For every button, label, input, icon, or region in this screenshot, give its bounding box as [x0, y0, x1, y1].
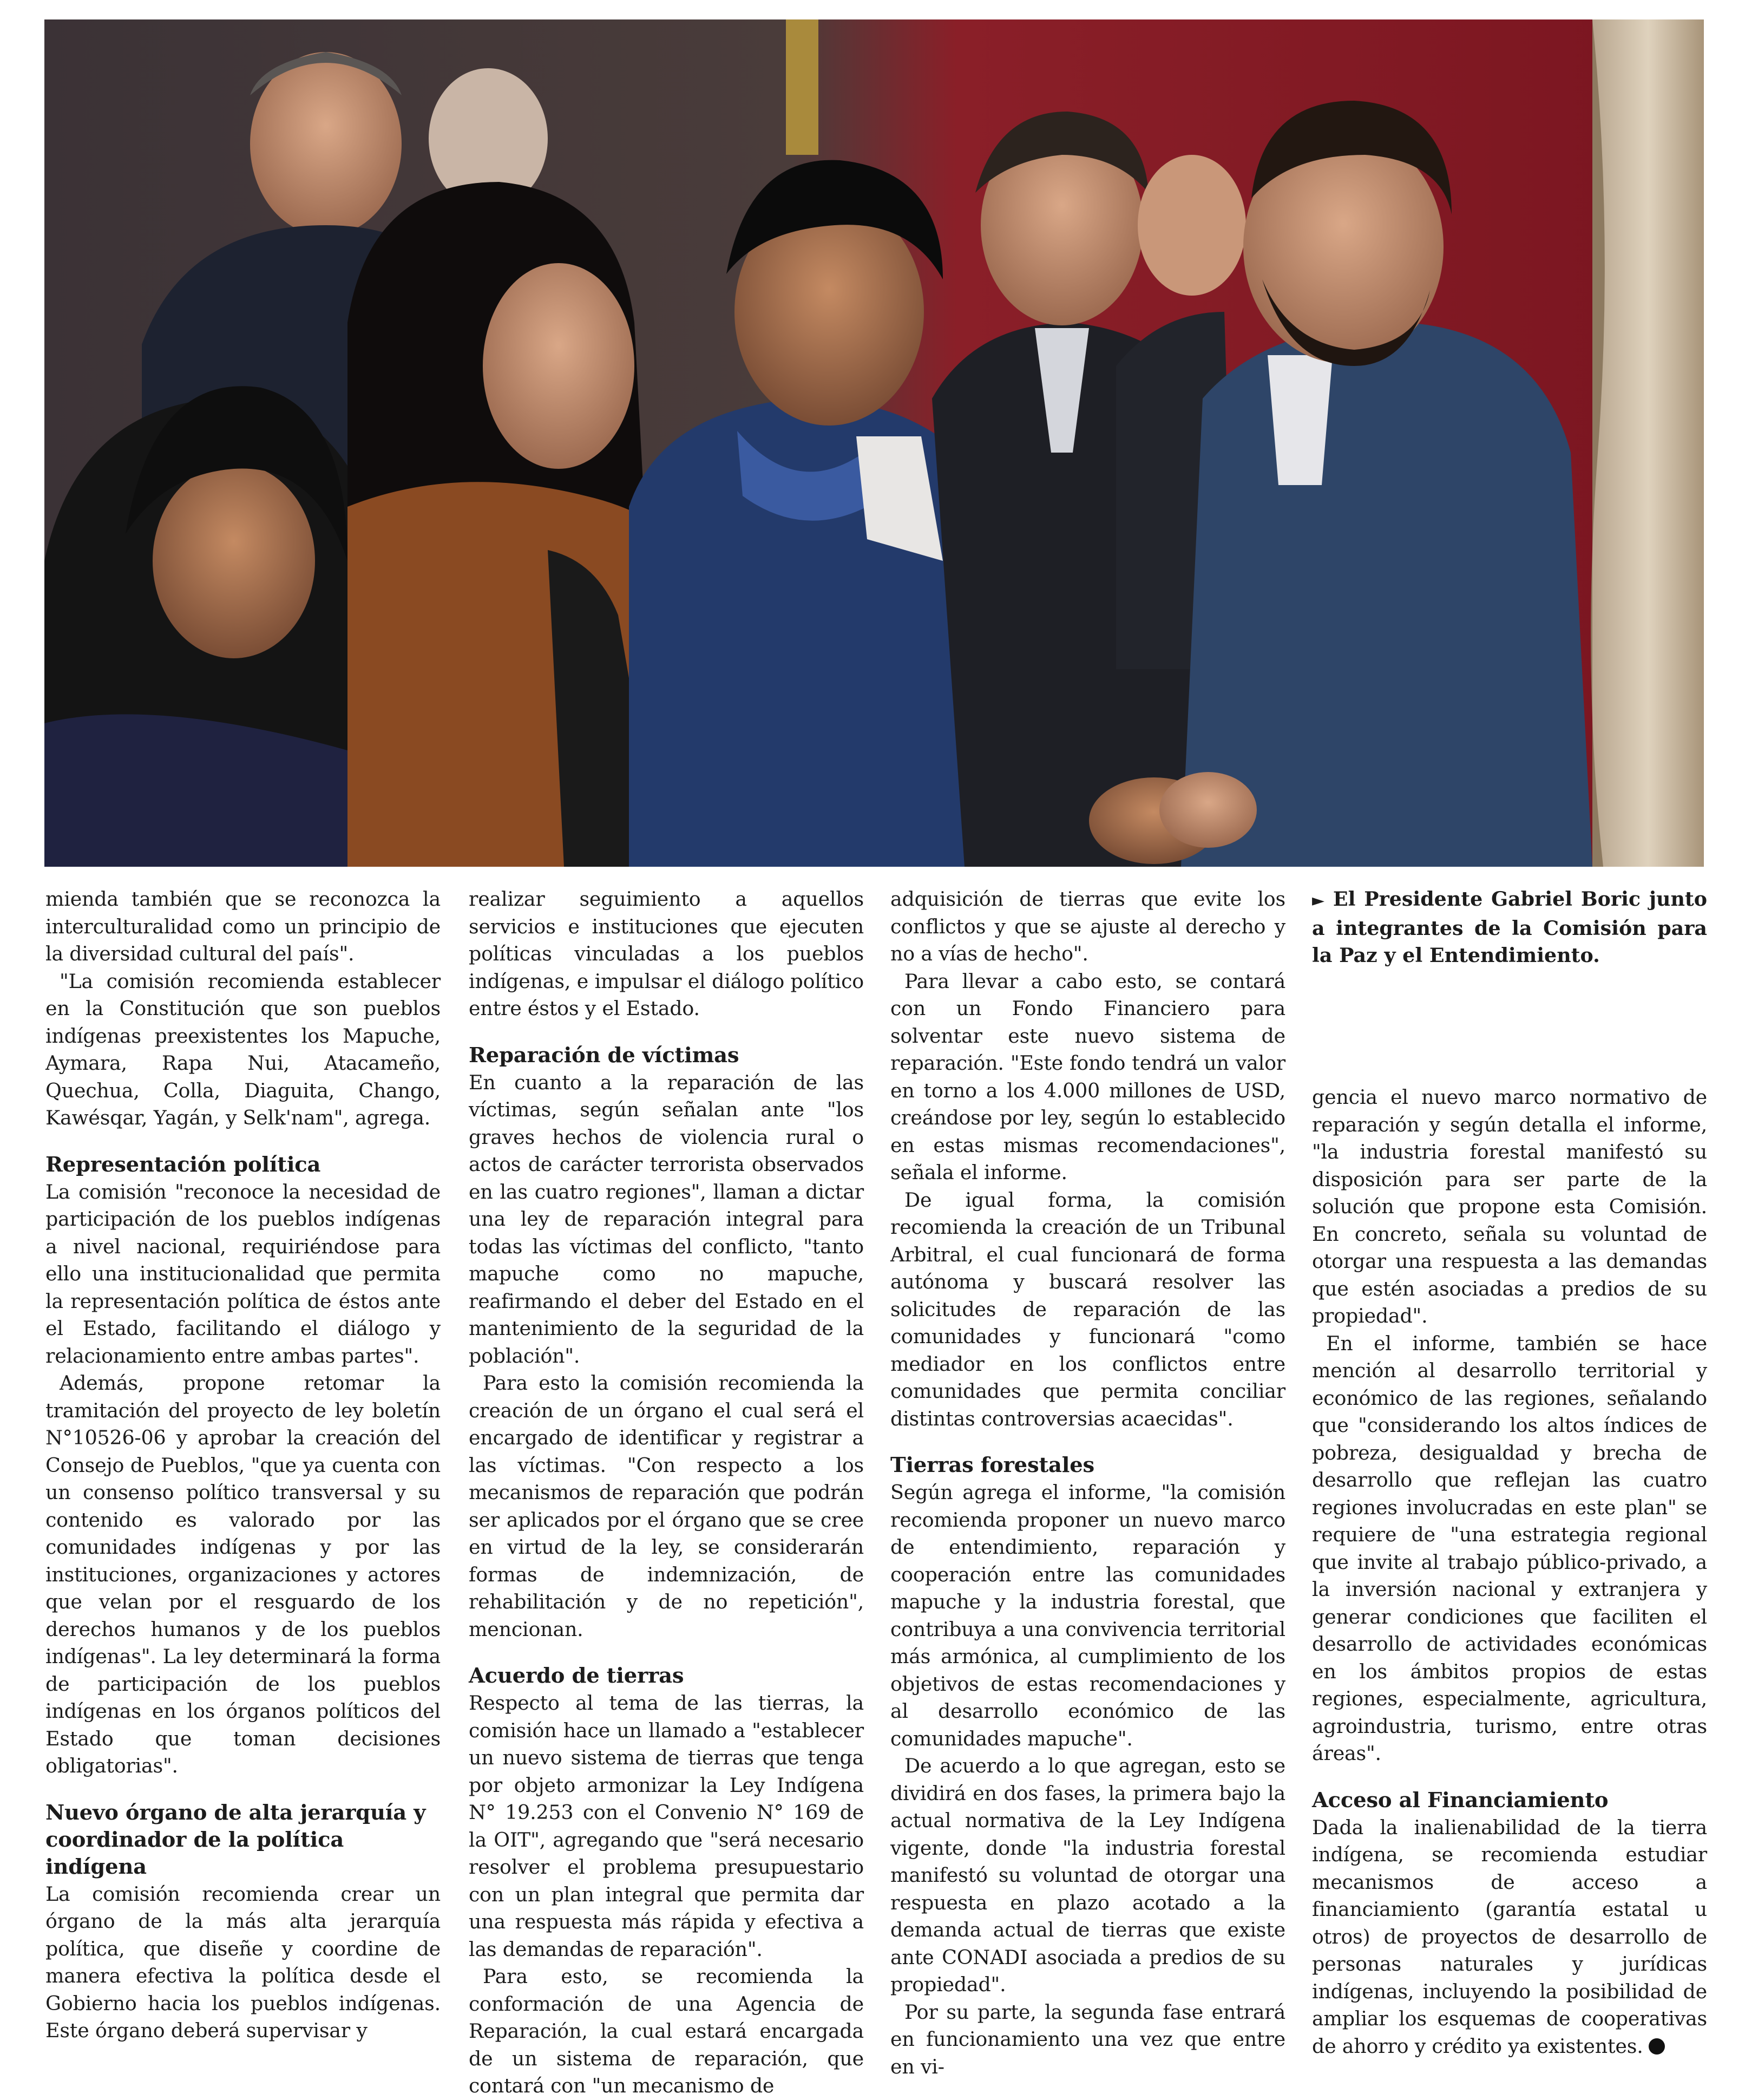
- section-heading: Representación política: [45, 1152, 321, 1177]
- paragraph: Según agrega el informe, "la comisión recomienda proponer un nuevo marco de entendimiento, reparación y cooperación entre las comunidades mapuche y la industria forestal, que contribuya a una convivencia territorial más armónica, al cumplimiento de los objetivos de estas recomendaciones y al desarrollo económico de las comunidades mapuche".: [890, 1481, 1285, 1750]
- article-column-1: [45, 886, 441, 2045]
- paragraph: En cuanto a la reparación de las víctimas, según señalan ante "los graves hechos de violencia rural o actos de carácter terrorista observados en las cuatro regiones", llaman a dictar una ley de reparación integral para todas las víctimas del conflicto, "tanto mapuche como no mapuche, reafirmando el deber del Estado en el mantenimiento de la seguridad de la población".: [469, 1070, 864, 1368]
- paragraph: De igual forma, la comisión recomienda la creación de un Tribunal Arbitral, el cual funcionará de forma autónoma y buscará resolver las solicitudes de reparación de las comunidades y funcionará "como mediador en los conflictos entre comunidades que permita conciliar distintas controversias acaecidas".: [890, 1188, 1285, 1430]
- paragraph: De acuerdo a lo que agregan, esto se dividirá en dos fases, la primera bajo la actual normativa de la Ley Indígena vigente, donde "la industria forestal manifestó su voluntad de otorgar una respuesta en plazo acotado a la demanda actual de tierras que existe ante CONADI asociada a predios de su propiedad".: [890, 1754, 1285, 1996]
- paragraph: Además, propone retomar la tramitación del proyecto de ley boletín N°10526-06 y aprobar la creación del Consejo de Pueblos, "que ya cuenta con un consenso político transversal y su contenido es valorado por las comunidades indígenas y por las instituciones, organizaciones y actores que velan por el resguardo de los derechos humanos y de los pueblos indígenas". La ley determinará la forma de participación de los pueblos indígenas en los órganos políticos del Estado que toman decisiones obligatorias".: [45, 1371, 441, 1777]
- article-column-3: [890, 886, 1285, 2081]
- paragraph: Para esto, se recomienda la conformación de una Agencia de Reparación, la cual estará encargada de un sistema de reparación, que contará con "un mecanismo de: [469, 1965, 864, 2097]
- paragraph: La comisión recomienda crear un órgano de la más alta jerarquía política, que diseñe y coordine de manera efectiva la política desde el Gobierno hacia los pueblos indígenas. Este órgano deberá supervisar y: [45, 1882, 441, 2042]
- caption-text: El Presidente Gabriel Boric junto a integrantes de la Comisión para la Paz y el Entendimiento.: [1312, 887, 1708, 967]
- paragraph: La comisión "reconoce la necesidad de participación de los pueblos indígenas a nivel nacional, requiriéndose para ello una institucionalidad que permita la representación política de éstos ante el Estado, facilitando el diálogo y relacionamiento entre ambas partes".: [45, 1180, 441, 1368]
- paragraph: Por su parte, la segunda fase entrará en funcionamiento una vez que entre en vi-: [890, 2000, 1285, 2078]
- news-photo: [44, 19, 1704, 867]
- final-paragraph: [1312, 1814, 1707, 2060]
- article-column-4: [1312, 1084, 1707, 2060]
- paragraph: "La comisión recomienda establecer en la Constitución que son pueblos indígenas preexistentes los Mapuche, Aymara, Rapa Nui, Atacameño, Quechua, Colla, Diaguita, Chango, Kawésqar, Yagán, y Selk'nam", agrega.: [45, 969, 441, 1129]
- section-heading: Nuevo órgano de alta jerarquía y coordinador de la política indígena: [45, 1800, 426, 1879]
- paragraph: realizar seguimiento a aquellos servicios e instituciones que ejecuten políticas vinculadas a los pueblos indígenas, e impulsar el diálogo político entre éstos y el Estado.: [469, 887, 864, 1020]
- section-heading: Reparación de víctimas: [469, 1043, 739, 1068]
- paragraph: adquisición de tierras que evite los conflictos y que se ajuste al derecho y no a vías de hecho".: [890, 887, 1285, 965]
- paragraph: Respecto al tema de las tierras, la comisión hace un llamado a "establecer un nuevo sistema de tierras que tenga por objeto armonizar la Ley Indígena N° 19.253 con el Convenio N° 169 de la OIT", agregando que "será necesario resolver el problema presupuestario con un plan integral que permita dar una respuesta más rápida y efectiva a las demandas de reparación".: [469, 1691, 864, 1961]
- section-heading: Acuerdo de tierras: [469, 1664, 684, 1688]
- photo-caption: [1312, 886, 1707, 970]
- paragraph: mienda también que se reconozca la interculturalidad como un principio de la diversidad cultural del país".: [45, 887, 441, 965]
- paragraph: gencia el nuevo marco normativo de reparación y según detalla el informe, "la industria forestal manifestó su disposición para ser parte de la solución que propone esta Comisión. En concreto, señala su voluntad de otorgar una respuesta a las demandas que estén asociadas a predios de su propiedad".: [1312, 1085, 1707, 1327]
- caption-arrow-icon: ►: [1312, 891, 1325, 910]
- end-of-article-icon: [1649, 2038, 1665, 2055]
- section-heading: Tierras forestales: [890, 1453, 1094, 1477]
- paragraph: En el informe, también se hace mención al desarrollo territorial y económico de las regiones, señalando que "considerando los altos índices de pobreza, desigualdad y brecha de desarrollo que reflejan las cuatro regiones involucradas en este plan" se requiere de "una estrategia regional que invite al trabajo público-privado, a la inversión nacional y extranjera y generar condiciones que faciliten el desarrollo de actividades económicas en los ámbitos propios de estas regiones, especialmente, agricultura, agroindustria, turismo, entre otras áreas".: [1312, 1331, 1707, 1765]
- paragraph-text: Dada la inalienabilidad de la tierra indígena, se recomienda estudiar mecanismos de acceso a financiamiento (garantía estatal u otros) de proyectos de desarrollo de personas naturales y jurídicas indígenas, incluyendo la posibilidad de ampliar los esquemas de cooperativas de ahorro y crédito ya existentes.: [1312, 1815, 1707, 2058]
- article-column-2: [469, 886, 864, 2100]
- paragraph: Para llevar a cabo esto, se contará con un Fondo Financiero para solventar este nuevo sistema de reparación. "Este fondo tendrá un valor en torno a los 4.000 millones de USD, creándose por ley, según lo establecido en estas mismas recomendaciones", señala el informe.: [890, 969, 1285, 1184]
- section-heading: Acceso al Financiamiento: [1312, 1788, 1609, 1813]
- photo-illustration: [44, 19, 1704, 867]
- paragraph: Para esto la comisión recomienda la creación de un órgano el cual será el encargado de identificar y registrar a las víctimas. "Con respecto a los mecanismos de reparación que podrán ser aplicados por el órgano que se cree en virtud de la ley, se considerarán formas de indemnización, de rehabilitación y de no repetición", mencionan.: [469, 1371, 864, 1641]
